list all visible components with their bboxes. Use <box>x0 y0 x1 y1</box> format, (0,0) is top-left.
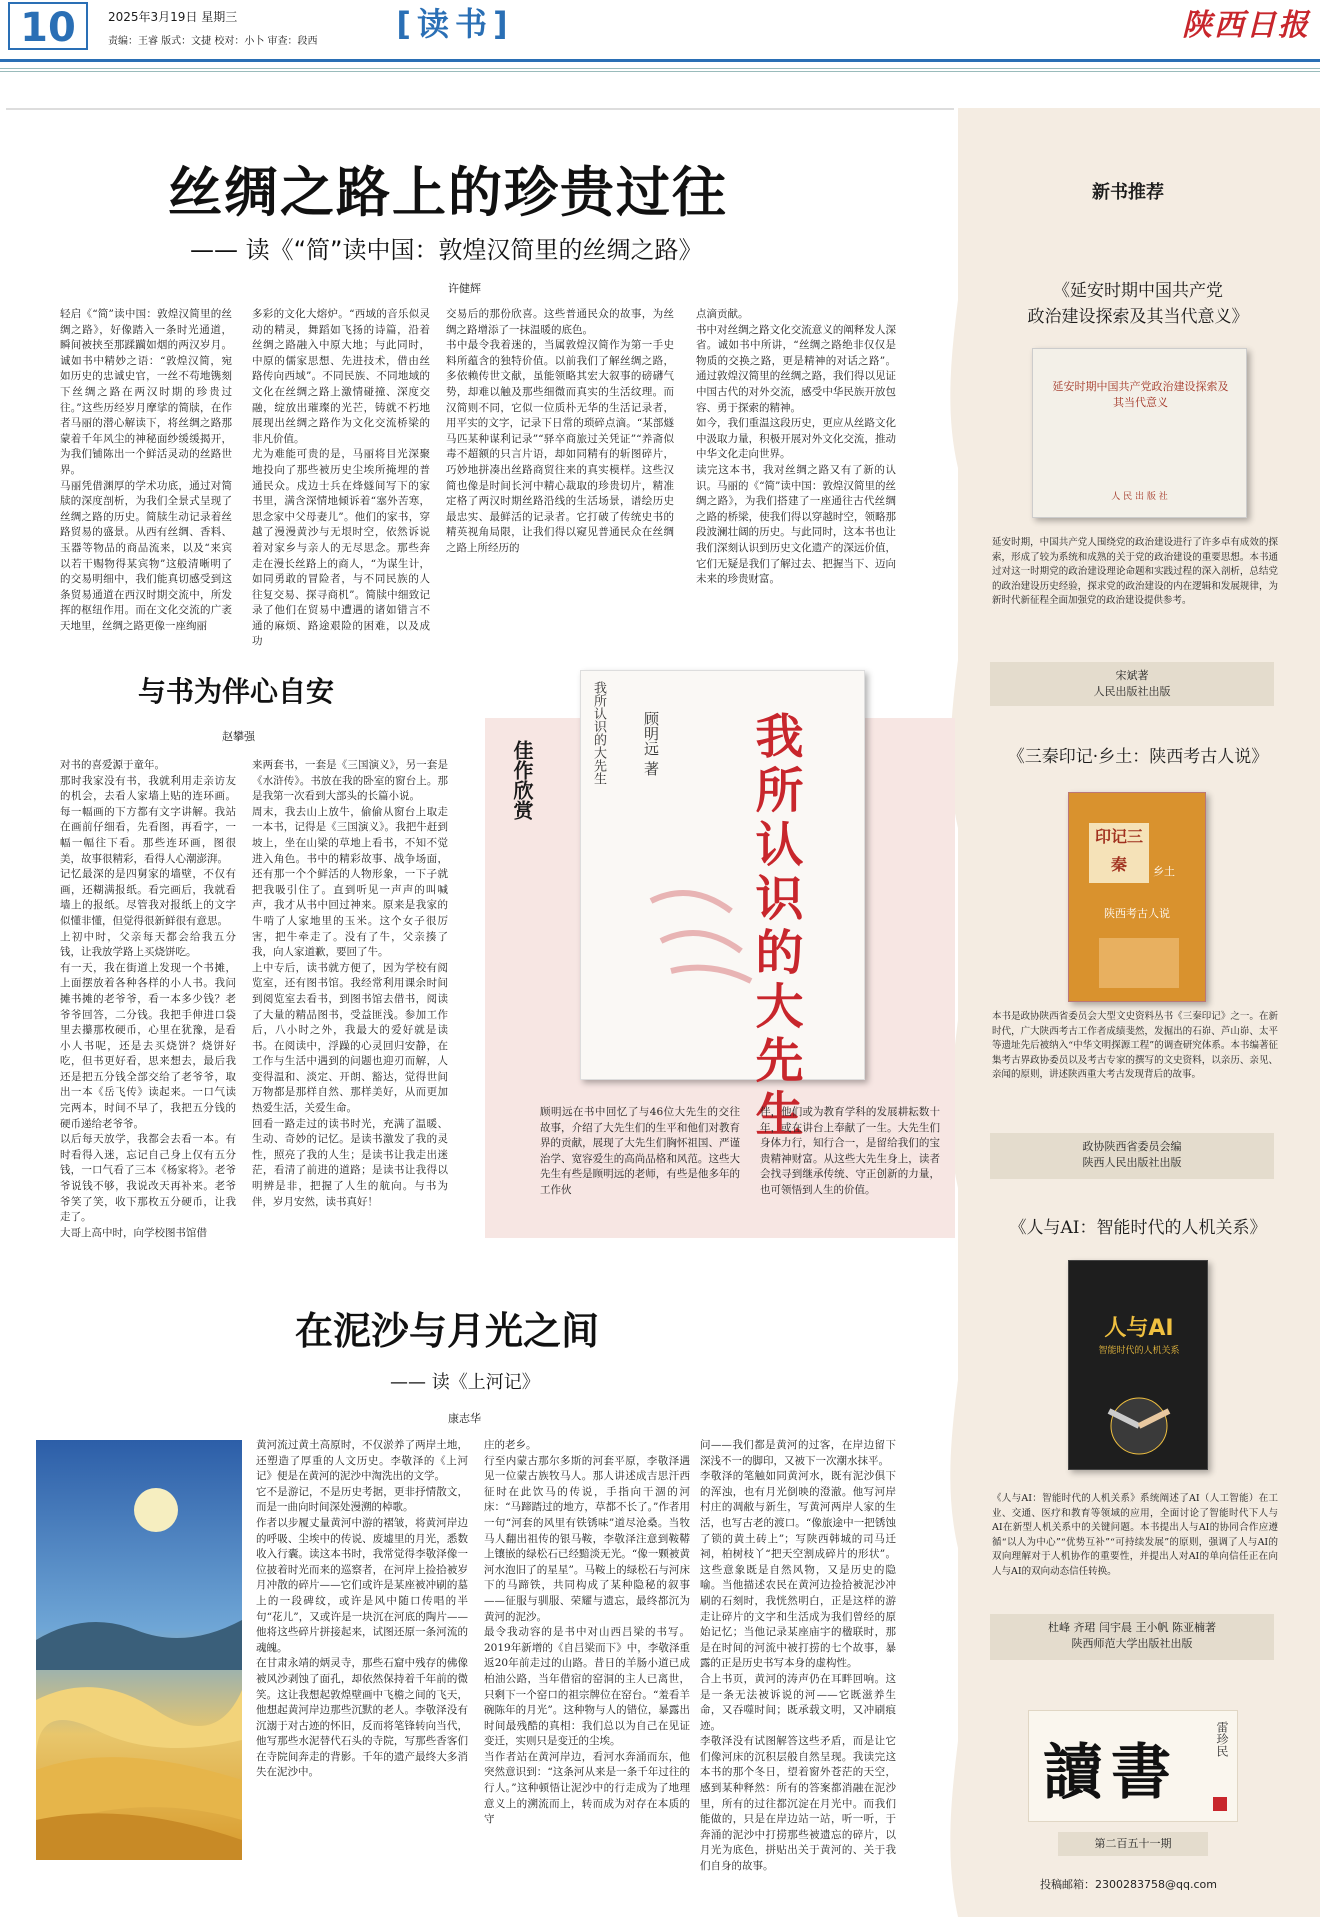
book1-cover-title: 延安时期中国共产党政治建设探索及其当代意义 <box>1052 380 1229 409</box>
book1-title-line1: 《延安时期中国共产党 <box>1053 281 1223 301</box>
book3-authors: 杜峰 齐珺 闫宇晨 王小帆 陈亚楠著 <box>1048 1621 1216 1634</box>
masthead-logo: 陕西日报 <box>1182 8 1310 43</box>
section-label: 读书 <box>416 5 493 43</box>
feature-col2: 伴，他们或为教育学科的发展耕耘数十年，或在讲台上奉献了一生。大先生们身体力行，知行合一，是留给我们的宝贵精神财富。从这些大先生身上，读者会找寻到继承传统、守正创新的力量，也可领悟到人生的价值。 <box>760 1106 940 1196</box>
submission-email[interactable]: 投稿邮箱：2300283758@qq.com <box>1040 1878 1217 1891</box>
article3-author: 康志华 <box>448 1412 481 1425</box>
calligraphy-text: 讀書 <box>1043 1738 1179 1808</box>
article1-col4: 点滴贡献。 书中对丝绸之路文化交流意义的阐释发人深省。诚如书中所讲，“丝绸之路绝非仅仅是物质的交换之路，更是精神的对话之路”。通过敦煌汉简里的丝绸之路，我们得以见证中国古代的对外交流，感受中华民族开放包容、勇于探索的精神。 如今，我们重温这段历史，更应从丝路文化中汲取力量，积极开展对外文化交流，推动中华文化走向世界。 读完这本书，我对丝绸之路又有了新的认识。马丽的《“简”读中国：敦煌汉简里的丝绸之路》，为我们搭建了一座通往古代丝绸之路的桥梁，使我们得以穿越时空，领略那段波澜壮阔的历史。与此同时，这本书也让我们深刻认识到历史文化遗产的深远价值，它们无疑是我们了解过去、把握当下、迈向未来的珍贵财富。 <box>696 308 896 586</box>
article2-col2: 来两套书，一套是《三国演义》，另一套是《水浒传》。书放在我的卧室的窗台上。那是我第一次看到大部头的长篇小说。 周末，我去山上放牛，偷偷从窗台上取走一本书，记得是《三国演义》。我把牛赶到坡上，坐在山梁的草地上看书，不知不觉进入角色。书中的精彩故事、战争场面，还有那一个个鲜活的人物形象，一下子就把我吸引住了。直到听见一声声的叫喊声，我才从书中回过神来。原来是我家的牛啃了人家地里的玉米。这个女子很厉害，把牛牵走了。没有了牛，父亲揍了我，向人家道歉，要回了牛。 上中专后，读书就方便了，因为学校有阅览室，还有图书馆。我经常利用课余时间到阅览室去看书，到图书馆去借书，阅读了大量的精品图书，受益匪浅。参加工作后，八小时之外，我最大的爱好就是读书。在阅读中，浮躁的心灵回归安静，在工作与生活中遇到的问题也迎刃而解，人变得温和、淡定、开朗、豁达，觉得世间万物都是那样自然、那样美好，从而更加热爱生活，关爱生命。 回看一路走过的读书时光，充满了温暖、生动、奇妙的记忆。是读书激发了我的灵性，照亮了我的人生；是读书让我走出迷茫，看清了前进的道路；是读书让我得以明辨是非，把握了人生的航向。与书为伴，岁月安然，读书真好！ <box>252 759 448 1208</box>
article1-col2: 多彩的文化大熔炉。“西域的音乐似灵动的精灵，舞蹈如飞扬的诗篇，沿着丝绸之路融入中原大地；与此同时，中原的儒家思想、先进技术，借由丝路传向西域”。不同民族、不同地域的文化在丝绸之路上激情碰撞、深度交融，绽放出璀璨的光芒，铸就不朽地展现出丝绸之路作为文化交流桥梁的非凡价值。 尤为难能可贵的是，马丽将目光深聚地投向了那些被历史尘埃所掩埋的普通民众。戍边士兵在烽燧间写下的家书里，满含深情地倾诉着“塞外苦寒，思念家中父母妻儿”。他们的家书，穿越了漫漫黄沙与无垠时空，依然诉说着对家乡与亲人的无尽思念。那些奔走在漫长丝路上的商人，“为谋生计，如同勇敢的冒险者，与不同民族的人往复交易、探寻商机”。简牍中细致记录了他们在贸易中遭遇的诸如错言不通的麻烦、路途艰险的困难，以及成功 <box>252 308 430 648</box>
book2-title: 《三秦印记·乡土：陕西考古人说》 <box>1007 747 1269 767</box>
calligraphy-box <box>1028 1710 1238 1822</box>
main-top-rule <box>6 108 954 110</box>
book3-description: 《人与AI：智能时代的人机关系》系统阐述了AI（人工智能）在工业、交通、医疗和教育等领域的应用，全面讨论了智能时代下人与AI在新型人机关系中的关键问题。本书提出人与AI的协同合作应遵循“以人为中心”“优势互补”“可持续发展”的原则，强调了人与AI的双向理解对于人机协作的重要性，并提出人对AI的单向信任正在向人与AI的双向动态信任转换。 <box>992 1493 1278 1577</box>
book3-title: 《人与AI：智能时代的人机关系》 <box>1009 1218 1267 1238</box>
book3-cover <box>1068 1260 1208 1470</box>
article1-subtitle: —— 读《“简”读中国：敦煌汉简里的丝绸之路》 <box>190 236 703 264</box>
article2-author: 赵攀强 <box>222 730 255 743</box>
book1-publisher-box <box>990 662 1274 706</box>
book2-cover-sub: 乡土 <box>1153 865 1175 878</box>
book2-editor: 政协陕西省委员会编 <box>1082 1140 1182 1153</box>
sidebar-heading: 新书推荐 <box>1092 182 1164 203</box>
book1-title <box>988 278 1288 330</box>
book1-cover <box>1032 348 1247 518</box>
article3-col1: 黄河流过黄土高原时，不仅淤养了两岸土地，还塑造了厚重的人文历史。李敬泽的《上河记》便是在黄河的泥沙中淘洗出的文学。 它不是游记，不是历史考据，更非抒情散文，而是一曲向时间深处漫溯的棹歌。 作者以步履丈量黄河中游的褶皱，将黄河岸边的呼吸、尘埃中的传说、废墟里的月光，悉数收入行囊。读这本书时，我常觉得李敬泽像一位披着时光而来的巡察者，在河岸上捡拾被岁月冲散的碎片——它们或许是某座被冲刷的墓上的一段碑纹，或许是风中随口传唱的半句“花儿”，又或许是一块沉在河底的陶片——他将这些碎片拼接起来，试图还原一条河流的魂魄。 在甘肃永靖的炳灵寺，那些石窟中残存的佛像被风沙剥蚀了面孔，却依然保持着千年前的微笑。这让我想起敦煌壁画中飞檐之间的飞天，他想起黄河岸边那些沉默的老人。李敬泽没有沉溺于对古迹的怀旧，反而将笔锋转向当代，他写那些水泥替代石头的寺院，写那些香客们在寺院间奔走的背影。千年的遗产最终大多消失在泥沙中。 <box>256 1439 468 1779</box>
photo-credit: ©新图网 <box>46 1872 86 1883</box>
cover-main-title: 我所认识的大先生 <box>747 711 803 1143</box>
editor-credits: 责编：王睿 版式：文捷 校对：小卜 审查：段西 <box>108 36 318 47</box>
seal-stamp <box>1213 1797 1227 1811</box>
article2-col1: 对书的喜爱源于童年。 那时我家没有书，我就利用走亲访友的机会，去看人家墙上贴的连环画。每一幅画的下方都有文字讲解。我站在画前仔细看，先看图，再看字，一幅一幅往下看。那些连环画，图很美，故事很精彩，看得人心潮澎湃。 记忆最深的是四舅家的墙壁，不仅有画，还糊满报纸。看完画后，我就看墙上的报纸。尽管我对报纸上的文字似懂非懂，但觉得很新鲜很有意思。 上初中时，父亲每天都会给我五分钱，让我放学路上买烧饼吃。 有一天，我在街道上发现一个书摊，上面摆放着各种各样的小人书。我问摊书摊的老爷爷，看一本多少钱？老爷爷回答，二分钱。我把手伸进口袋里去攥那枚硬币，心里在犹豫，是看小人书呢，还是去买烧饼？烧饼好吃，但书更好看，思来想去，最后我还是把五分钱全部交给了老爷爷，取出一本《岳飞传》读起来。一口气读完两本，时间不早了，我把五分钱的硬币递给老爷爷。 以后每天放学，我都会去看一本。有时看得入迷，忘记自己身上仅有五分钱，一口气看了三本《杨家将》。老爷爷说钱不够，我说改天再补来。老爷爷笑了笑，收下那枚五分硬币，让我走了。 大哥上高中时，向学校图书馆借 <box>60 759 236 1239</box>
page-number: 10 <box>8 2 88 50</box>
book1-cover-publisher: 人 民 出 版 社 <box>1111 492 1168 502</box>
issue-number: 第二百五十一期 <box>1058 1832 1208 1856</box>
book2-description: 本书是政协陕西省委员会大型文史资料丛书《三秦印记》之一。在新时代，广大陕西考古工作者成绩斐然，发掘出的石峁、芦山峁、太平等遗址先后被纳入“中华文明探源工程”的调查研究体系。本书编著征集考古界政协委员以及考古专家的撰写的文史资料，以亲历、亲见、亲闻的原则，讲述陕西重大考古发现背后的故事。 <box>992 1011 1278 1080</box>
calligraphy-signature: 雷珍民 <box>1215 1721 1229 1757</box>
cover-brush-decor <box>641 871 761 991</box>
book3-publisher-box <box>990 1614 1274 1660</box>
book3-cover-hands <box>1089 1371 1189 1461</box>
feature-col1: 顾明远在书中回忆了与46位大先生的交往故事，介绍了大先生们的生平和他们对教育界的贡献，展现了大先生们胸怀祖国、严谨治学、宽容爱生的高尚品格和风范。这些大先生有些是顾明远的老师，有些是他多年的工作伙 <box>540 1106 740 1196</box>
book3-publisher: 陕西师范大学出版社出版 <box>1071 1637 1193 1650</box>
book2-cover <box>1068 792 1206 1002</box>
book3-cover-sub: 智能时代的人机关系 <box>1098 1346 1180 1356</box>
cover-spine-title: 我所认识的大先生 <box>591 681 606 785</box>
book1-description: 延安时期，中国共产党人围绕党的政治建设进行了许多卓有成效的探索，形成了较为系统和成熟的关于党的政治建设的重要思想。本书通过对这一时期党的政治建设理论命题和实践过程的深入剖析，总结党的政治建设历史经验，探求党的政治建设的内在逻辑和发展规律，为新时代新征程全面加强党的政治建设提供参考。 <box>992 537 1278 606</box>
yellow-river-illustration <box>36 1440 242 1860</box>
header-divider <box>0 68 1320 72</box>
article3-col3: 问——我们都是黄河的过客，在岸边留下深浅不一的脚印，又被下一次潮水抹平。 李敬泽的笔触如同黄河水，既有泥沙俱下的浑浊，也有月光倒映的澄澈。他写河岸村庄的凋敝与新生，写黄河两岸人家的生活，也写古老的渡口。“像旅途中一把锈蚀了锁的黄土砖上”；写陕西韩城的司马迁祠，柏树枝丫“把天空割成碎片的形状”。这些意象既是自然风物，又是历史的隐喻。当他描述农民在黄河边捡拾被泥沙冲刷的石刻时，我恍然明白，正是这样的游走让碎片的文字和生活成为我们曾经的原始记忆；当他记录某座庙宇的楹联时，那是在时间的河流中被打捞的七个故事，暴露的正是历史书写本身的虚构性。 合上书页，黄河的涛声仍在耳畔回响。这是一条无法被诉说的河——它既滋养生命，又吞噬时间；既承载文明，又冲刷痕迹。 李敬泽没有试图解答这些矛盾，而是让它们像河床的沉积层般自然呈现。我读完这本书的那个冬日，望着窗外苍茫的天空，感到某种释然：所有的答案都消融在泥沙里，所有的过往都沉淀在月光中。而我们能做的，只是在岸边站一站，听一听，于奔涌的泥沙中打捞那些被遗忘的碎片，以月光为底色，拼贴出关于黄河的、关于我们自身的故事。 <box>700 1439 896 1873</box>
feature-label: 佳作欣赏 <box>510 740 534 820</box>
article1-title: 丝绸之路上的珍贵过往 <box>168 161 728 224</box>
article1-author: 许健辉 <box>448 282 481 295</box>
section-name: [读书] <box>396 5 514 43</box>
book-cover-dasheng <box>580 670 865 1143</box>
article1-col1: 轻启《“简”读中国：敦煌汉简里的丝绸之路》，好像踏入一条时光通道，瞬间被挟至那蹂躏如烟的两汉岁月。诚如书中精妙之语：“敦煌汉简，宛如历史的忠诚史官，一丝不苟地镌刻下丝绸之路在两汉时期的珍贵过往。”这些历经岁月摩挲的简牍，在作者马丽的潜心解读下，将丝绸之路那蒙着千年风尘的神秘面纱缓缓揭开，为我们铺陈出一个鲜活灵动的丝路世界。 马丽凭借渊厚的学术功底，通过对简牍的深度剖析，为我们全景式呈现了丝绸之路的历史。简牍生动记录着丝路贸易的盛景。从西有丝绸、香料、玉器等物品的商品流来，以及“来宾以若干赐物得某宾物”这般清晰明了的交易明细中，我们能真切感受到这条贸易通道在西汉时期交流中，所发挥的枢纽作用。而在文化交流的广袤天地里，丝绸之路更像一座绚丽 <box>60 308 232 632</box>
book2-cover-pagoda <box>1099 938 1179 988</box>
book2-cover-title: 陕西考古人说 <box>1104 907 1170 920</box>
book2-publisher-box <box>990 1133 1274 1179</box>
article1-col3: 交易后的那份欣喜。这些普通民众的故事，为丝绸之路增添了一抹温暖的底色。 书中最令我着迷的，当属敦煌汉简作为第一手史料所蕴含的独特价值。以前我们了解丝绸之路，多依赖传世文献，虽能领略其宏大叙事的磅礴气势，却难以触及那些细微而真实的生活纹理。而汉简则不同，它似一位质朴无华的生活记录者，用平实的文字，记录下日常的琐碎点滴。“某部燧马匹某种谋利记录”“驿卒商旅过关凭证”“养斋似毒不超额的只言片语，却如同精有的斩图碎片，巧妙地拼凑出丝路商贸往来的真实模样。这些汉简也像是时间长河中精心裁取的珍贵切片，精准定格了两汉时期丝路沿线的生活场景，谱绘历史最忠实、最鲜活的记录者。它打破了传统史书的精英视角局限，让我们得以窥见普通民众在丝绸之路上所经历的 <box>446 308 674 554</box>
issue-date: 2025年3月19日 星期三 <box>108 10 238 24</box>
article2-title: 与书为伴心自安 <box>138 675 335 708</box>
book2-publisher: 陕西人民出版社出版 <box>1082 1156 1182 1169</box>
book1-author: 宋斌著 <box>1115 669 1149 682</box>
book1-publisher: 人民出版社出版 <box>1093 685 1171 698</box>
article3-subtitle: —— 读《上河记》 <box>390 1372 540 1393</box>
book3-cover-title: 人与AI <box>1104 1316 1174 1341</box>
book1-title-line2: 政治建设探索及其当代意义》 <box>1027 307 1249 327</box>
book2-cover-logo: 印记三秦 <box>1089 823 1149 883</box>
cover-author: 顾明远 著 <box>642 711 660 776</box>
article3-col2: 庄的老乡。 行至内蒙古那尔多斯的河套平原，李敬泽遇见一位蒙古族牧马人。那人讲述成吉思汗西征时在此饮马的传说，手指向干涸的河床：“马蹄踏过的地方，草都不长了。”作者用一句“河套的风里有铁锈味”道尽沧桑。当牧马人翻出祖传的银马鞍，李敬泽注意到鞍鞯上镶嵌的绿松石已经黯淡无光。“像一颗被黄河水泡旧了的星星”。马鞍上的绿松石与河床下的马蹄铁，共同构成了某种隐秘的叙事——征服与驯服、荣耀与遗忘，最终都沉为黄河的泥沙。 最令我动容的是书中对山西吕梁的书写。2019年新增的《自吕梁而下》中，李敬泽重返20年前走过的山路。昔日的羊肠小道已成柏油公路，当年借宿的窑洞的主人已离世，只剩下一个窑口的祖宗牌位在窑台。“羞看羊碗陈年的月光”。这种物与人的错位，暴露出时间最残酷的真相：我们总以为自己在见证变迁，实则只是变迁的尘埃。 当作者站在黄河岸边，看河水奔涌而东，他突然意识到：“这条河从来是一条千年过往的行人。”这种顿悟让泥沙中的行走成为了地理意义上的溯流而上，转而成为对存在本质的守 <box>484 1439 690 1826</box>
article3-title: 在泥沙与月光之间 <box>295 1309 600 1353</box>
